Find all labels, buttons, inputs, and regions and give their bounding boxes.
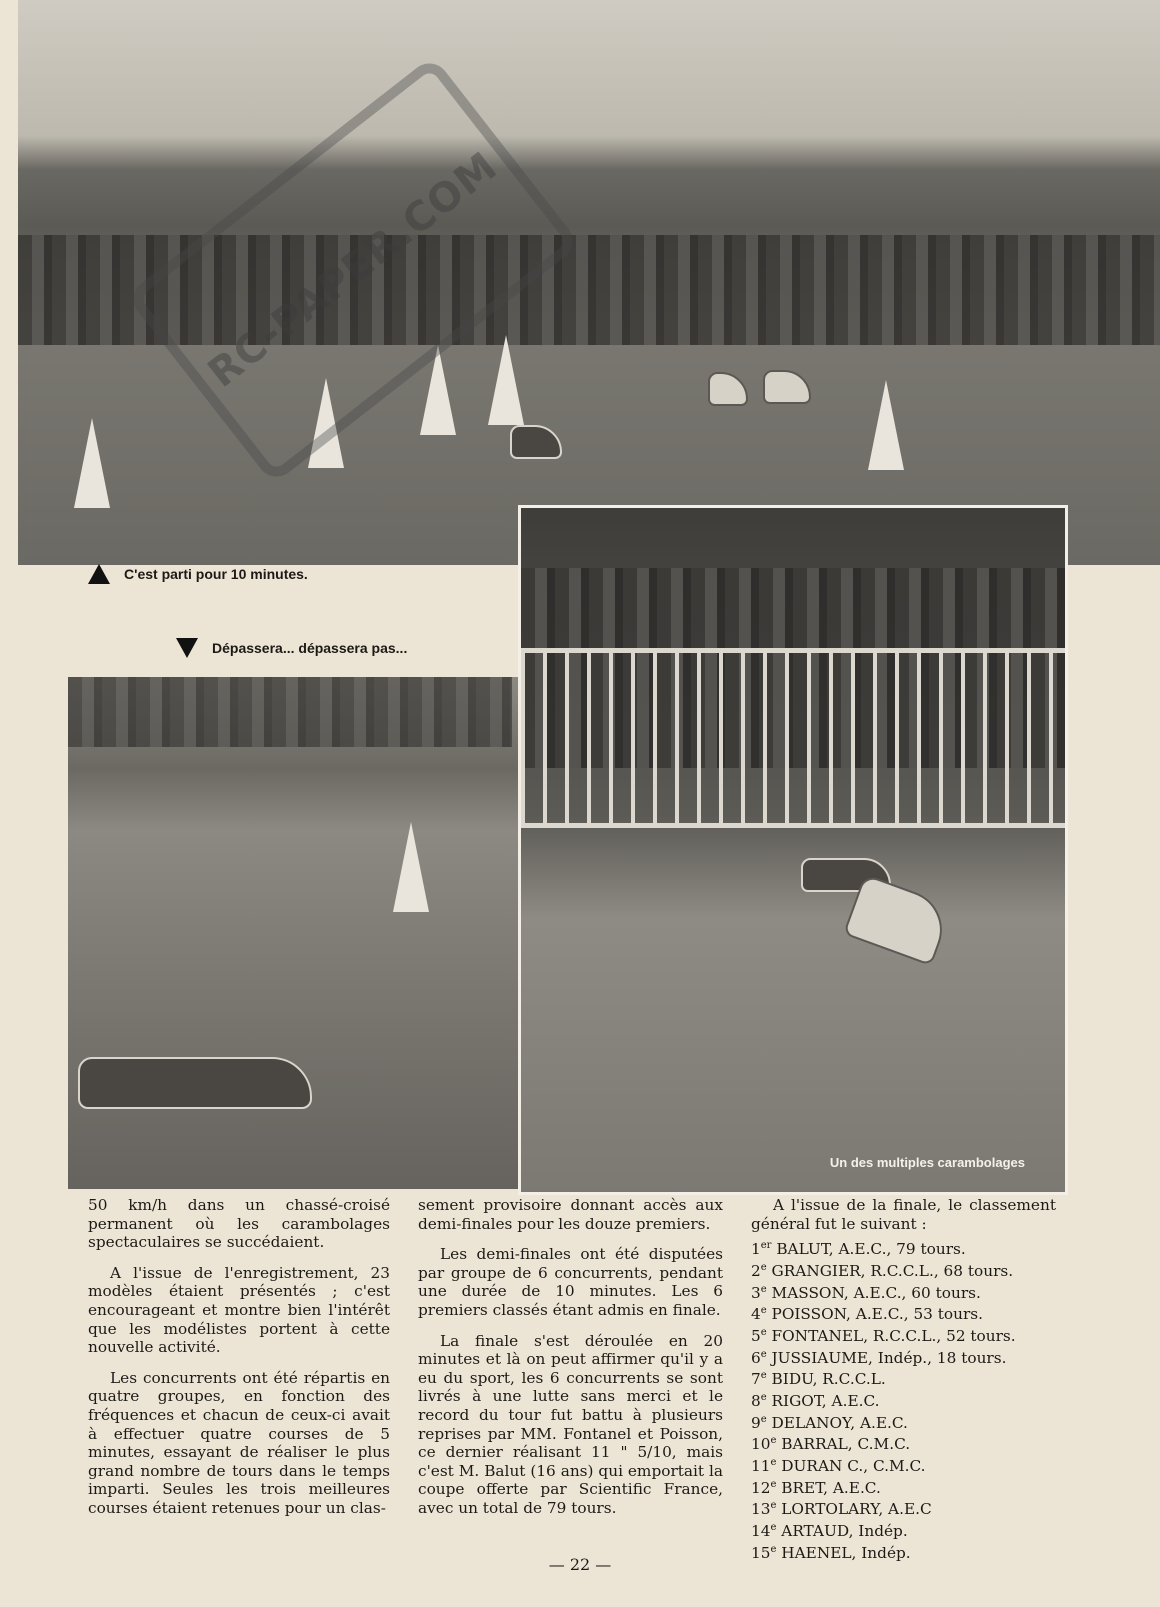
- paragraph: A l'issue de la finale, le classement général fut le suivant :: [751, 1196, 1056, 1233]
- results-list: [751, 1237, 1056, 1562]
- paragraph: sement provisoire donnant accès aux demi-finales pour les douze premiers.: [418, 1196, 723, 1233]
- text-column-3: [751, 1196, 1056, 1563]
- result-item: 9e DELANOY, A.E.C.: [751, 1413, 908, 1432]
- triangle-down-icon: [176, 638, 198, 658]
- result-item: 15e HAENEL, Indép.: [751, 1543, 911, 1562]
- rc-car: [78, 1057, 312, 1109]
- result-item: 13e LORTOLARY, A.E.C: [751, 1500, 932, 1519]
- result-item: 3e MASSON, A.E.C., 60 tours.: [751, 1283, 981, 1302]
- caption-bottom-photo: [176, 638, 407, 658]
- result-item: 2e GRANGIER, R.C.C.L., 68 tours.: [751, 1261, 1014, 1280]
- paragraph: 50 km/h dans un chassé-croisé permanent où les carambolages spectaculaires se succédaient.: [88, 1196, 390, 1252]
- result-item: 8e RIGOT, A.E.C.: [751, 1392, 880, 1411]
- triangle-up-icon: [88, 564, 110, 584]
- photo-race-start: [18, 0, 1160, 565]
- watermark-text: RC-PAPER.COM: [199, 143, 507, 397]
- traffic-cone: [74, 418, 110, 508]
- text-column-2: [418, 1196, 723, 1530]
- traffic-cone: [868, 380, 904, 470]
- caption-text: C'est parti pour 10 minutes.: [124, 566, 308, 582]
- paragraph: Les concurrents ont été répartis en quatre groupes, en fonction des fréquences et chacun de ceux-ci avait à effectuer quatre courses de 5 minutes, essayant de réaliser le plus grand nombre de tours dans le temps imparti. Seules les trois meilleures courses étaient retenues pour un clas-: [88, 1368, 390, 1517]
- result-item: 11e DURAN C., C.M.C.: [751, 1457, 926, 1476]
- result-item: 7e BIDU, R.C.C.L.: [751, 1370, 886, 1389]
- result-item: 6e JUSSIAUME, Indép., 18 tours.: [751, 1348, 1007, 1367]
- result-item: 14e ARTAUD, Indép.: [751, 1522, 908, 1541]
- traffic-cone: [393, 822, 429, 912]
- result-item: 4e POISSON, A.E.C., 53 tours.: [751, 1305, 984, 1324]
- result-item: 1er BALUT, A.E.C., 79 tours.: [751, 1240, 966, 1259]
- paragraph: Les demi-finales ont été disputées par groupe de 6 concurrents, pendant une durée de 10 minutes. Les 6 premiers classés étant admis en finale.: [418, 1245, 723, 1319]
- result-item: 10e BARRAL, C.M.C.: [751, 1435, 911, 1454]
- rc-car: [763, 370, 811, 404]
- rc-car: [708, 372, 748, 406]
- barrier-fence: [521, 648, 1065, 828]
- caption-text: Dépassera... dépassera pas...: [212, 640, 408, 656]
- rc-car: [510, 425, 562, 459]
- result-item: 12e BRET, A.E.C.: [751, 1478, 881, 1497]
- paragraph: La finale s'est déroulée en 20 minutes et là on peut affirmer qu'il y a eu du sport, les 6 concurrents se sont livrés à une lutte sans merci et le record du tour fut battu à plusieurs reprises par MM. Fontanel et Poisson, ce dernier réalisant 11 " 5/10, mais c'est M. Balut (16 ans) qui emportait la coupe offerte par Scientific France, avec un total de 79 tours.: [418, 1331, 723, 1517]
- text-column-1: [88, 1196, 390, 1530]
- traffic-cone: [488, 335, 524, 425]
- result-item: 5e FONTANEL, R.C.C.L., 52 tours.: [751, 1326, 1016, 1346]
- rc-car-crashing: [843, 874, 953, 966]
- photo-caption: Un des multiples carambolages: [829, 1155, 1025, 1170]
- paragraph: A l'issue de l'enregistrement, 23 modèles étaient présentés ; c'est encourageant et montre bien l'intérêt que les modélistes portent à cette nouvelle activité.: [88, 1263, 390, 1357]
- crowd: [68, 677, 512, 747]
- photo-crash: [518, 505, 1068, 1195]
- caption-top-photo: [88, 564, 308, 584]
- page-number: — 22 —: [548, 1555, 612, 1574]
